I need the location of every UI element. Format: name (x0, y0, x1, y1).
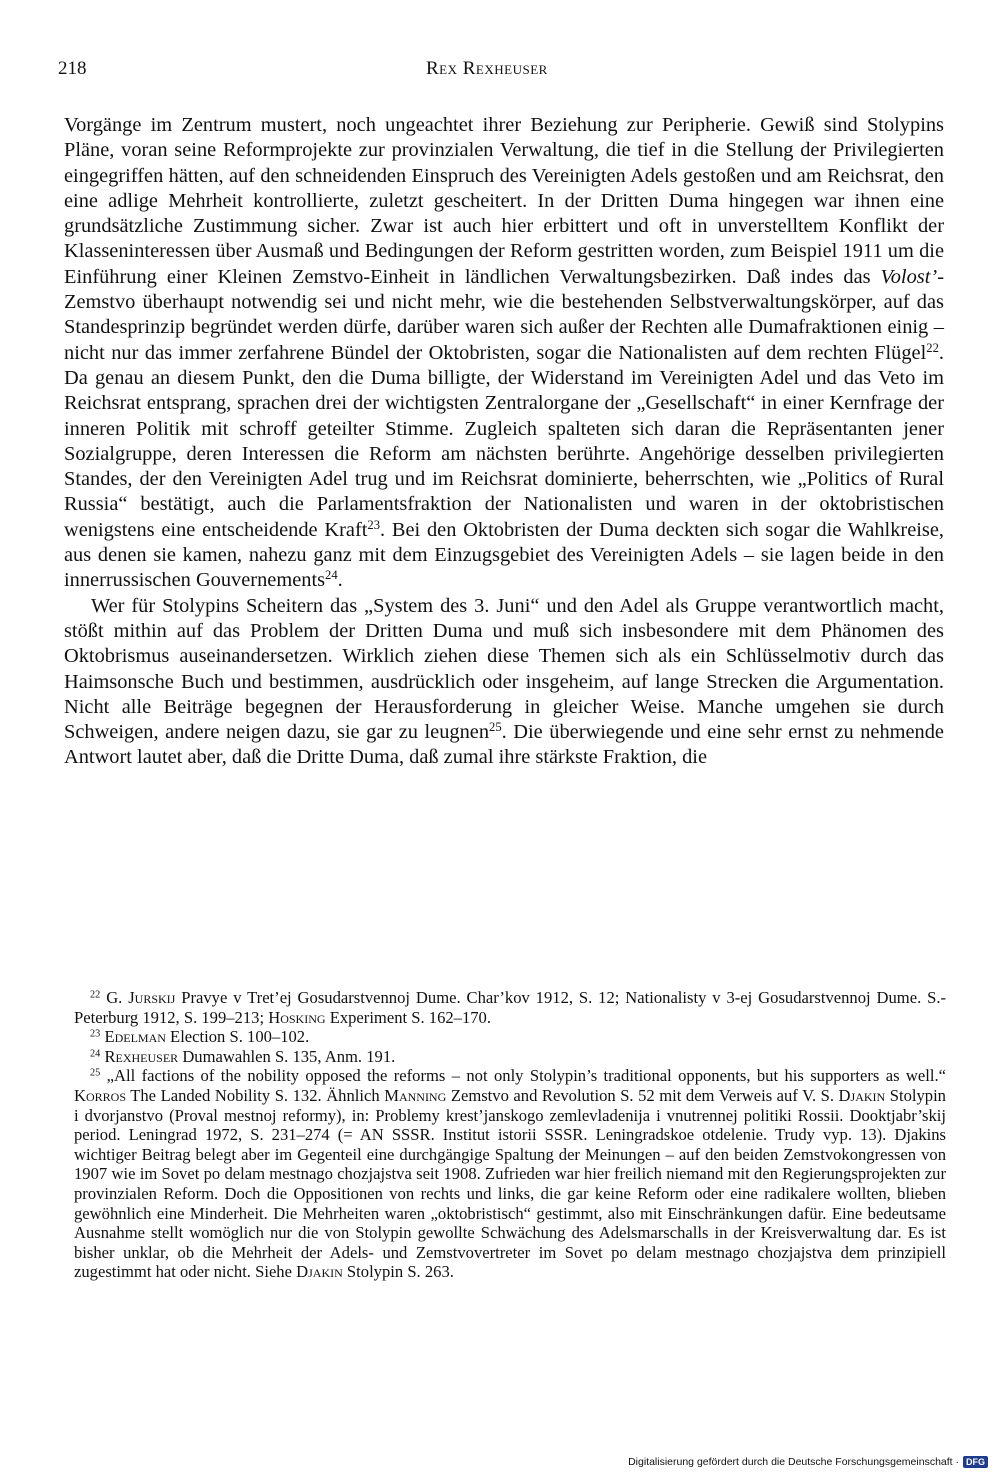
footnotes (74, 988, 946, 1282)
footnote-25: $^{25}$ „All factions of the nobility opposed the reforms – not only Stolypin’s traditional opponents, but his supporters as well.“ Korros The Landed Nobility S. 132. Ähnlich Manning Zemstvo and Revolution S. 52 mit dem Verweis auf V. S. Djakin Stolypin i dvorjanstvo (Proval mestnoj reformy), in: Problemy krest’janskogo zemlevladenija i vnutrennej politiki Rossii. Dooktjabr’skij period. Leningrad 1972, S. 231–274 (= AN SSSR. Institut istorii SSSR. Leningradskoe otdelenie. Trudy vyp. 13). Djakins wichtiger Beitrag belegt aber im Gegenteil eine durchgängige Spaltung der Meinungen – auf den beiden Zemstvokongressen von 1907 wie im Sovet po delam mestnago chozjajstva seit 1908. Zufrieden war hier freilich niemand mit den Regierungsprojekten zur provinzialen Reform. Doch die Oppositionen von rechts und links, die gar keine Reform oder eine radikalere wollten, blieben gewöhnlich eine Minderheit. Die Mehrheiten waren „oktobristisch“ gestimmt, also mit Einschränkungen dafür. Eine bedeutsame Ausnahme stellt womöglich nur die von Stolypin gewollte Schwächung des Adelsmarschalls in der Kreisverwaltung dar. Es ist bisher unklar, ob die Mehrheit der Adels- und Zemstvovertreter im Sovet po delam mestnago chozjajstva dem prinzipiell zugestimmt hat oder nicht. Siehe Djakin Stolypin S. 263. (74, 1066, 946, 1282)
footer-text: Digitalisierung gefördert durch die Deutsche Forschungsgemeinschaft · (628, 1456, 959, 1468)
volost-term: Volost’ (880, 265, 938, 288)
running-head: Rex Rexheuser (426, 58, 548, 79)
footnote-ref-22[interactable]: 22 (926, 340, 939, 355)
body-text (64, 113, 944, 771)
footnote-ref-23[interactable]: 23 (367, 517, 381, 532)
dfg-logo: DFG (963, 1456, 988, 1468)
footnote-22: $^{22}$ G. Jurskij Pravye v Tret’ej Gosudarstvennoj Dume. Char’kov 1912, S. 12; Nationalisty v 3-ej Gosudarstvennoj Dume. S.-Peterburg 1912, S. 199–213; Hosking Experiment S. 162–170. (74, 988, 947, 1027)
paragraph-2: Wer für Stolypins Scheitern das „System des 3. Juni“ und den Adel als Gruppe verantwortlich macht, stößt mithin auf das Problem der Dritten Duma und muß sich insbesondere mit dem Phänomen des Oktobrismus auseinandersetzen. Wirklich ziehen diese Themen sich als ein Schlüsselmotiv durch das Haimsonsche Buch und bestimmen, ausdrücklich oder insgeheim, auf lange Strecken die Argumentation. Nicht alle Beiträge begegnen der Herausforderung in gleicher Weise. Manche umgehen sie durch Schweigen, andere neigen dazu, sie gar zu leugnen$^{25}$. Die überwiegende und eine sehr ernst zu nehmende Antwort lautet aber, daß die Dritte Duma, daß zumal ihre stärkste Fraktion, die (64, 594, 944, 769)
paragraph-1: Vorgänge im Zentrum mustert, noch ungeachtet ihrer Beziehung zur Peripherie. Gewiß sind Stolypins Pläne, voran seine Reformprojekte zur provinzialen Verwaltung, die tief in die Stellung der Privilegierten eingegriffen hätten, auf den schneidenden Einspruch des Vereinigten Adels gestoßen und am Reichsrat, den eine adlige Mehrheit kontrollierte, zuletzt gescheitert. In der Dritten Duma hingegen war ihnen eine grundsätzliche Zustimmung sicher. Zwar ist auch hier erbittert und oft in unverstelltem Konflikt der Klasseninteressen über Ausmaß und Bedingungen der Reform gestritten worden, zum Beispiel 1911 um die Einführung einer Kleinen Zemstvo-Einheit in ländlichen Verwaltungsbezirken. Daß indes das Volost’-Zemstvo überhaupt notwendig sei und nicht mehr, wie die bestehenden Selbstverwaltungskörper, auf das Standesprinzip begründet werden dürfe, darüber waren sich außer der Rechten alle Dumafraktionen einig – nicht nur das immer zerfahrene Bündel der Oktobristen, sogar die Nationalisten auf dem rechten Flügel$^{22}$. Da genau an diesem Punkt, den die Duma billigte, der Widerstand im Vereinigten Adel und das Veto im Reichsrat entsprang, sprachen drei der wichtigsten Zentralorgane der „Gesellschaft“ in einer Kernfrage der inneren Politik mit schroff geteilter Stimme. Zugleich spalteten sich daran die Repräsentanten jener Sozialgruppe, deren Interessen die Reform am nächsten berührte. Angehörige desselben privilegierten Standes, der den Vereinigten Adel trug und im Reichsrat dominierte, beherrschten, wie „Politics of Rural Russia“ bestätigt, auch die Parlamentsfraktion der Nationalisten und waren in der oktobristischen wenigstens eine entscheidende Kraft$^{23}$. Bei den Oktobristen der Duma deckten sich sogar die Wahlkreise, aus denen sie kamen, nahezu ganz mit dem Einzugsgebiet des Vereinigten Adels – sie lagen beide in den innerrussischen Gouvernements$^{24}$. (64, 114, 944, 592)
footnote-ref-24[interactable]: 24 (325, 568, 338, 583)
page-number: 218 (58, 58, 87, 79)
footnote-23: $^{23}$ Edelman Election S. 100–102. (90, 1027, 310, 1047)
footnote-ref-25[interactable]: 25 (489, 720, 502, 735)
digitization-footer (628, 1456, 988, 1468)
footnote-24: $^{24}$ Rexheuser Dumawahlen S. 135, Anm. 191. (90, 1046, 396, 1066)
